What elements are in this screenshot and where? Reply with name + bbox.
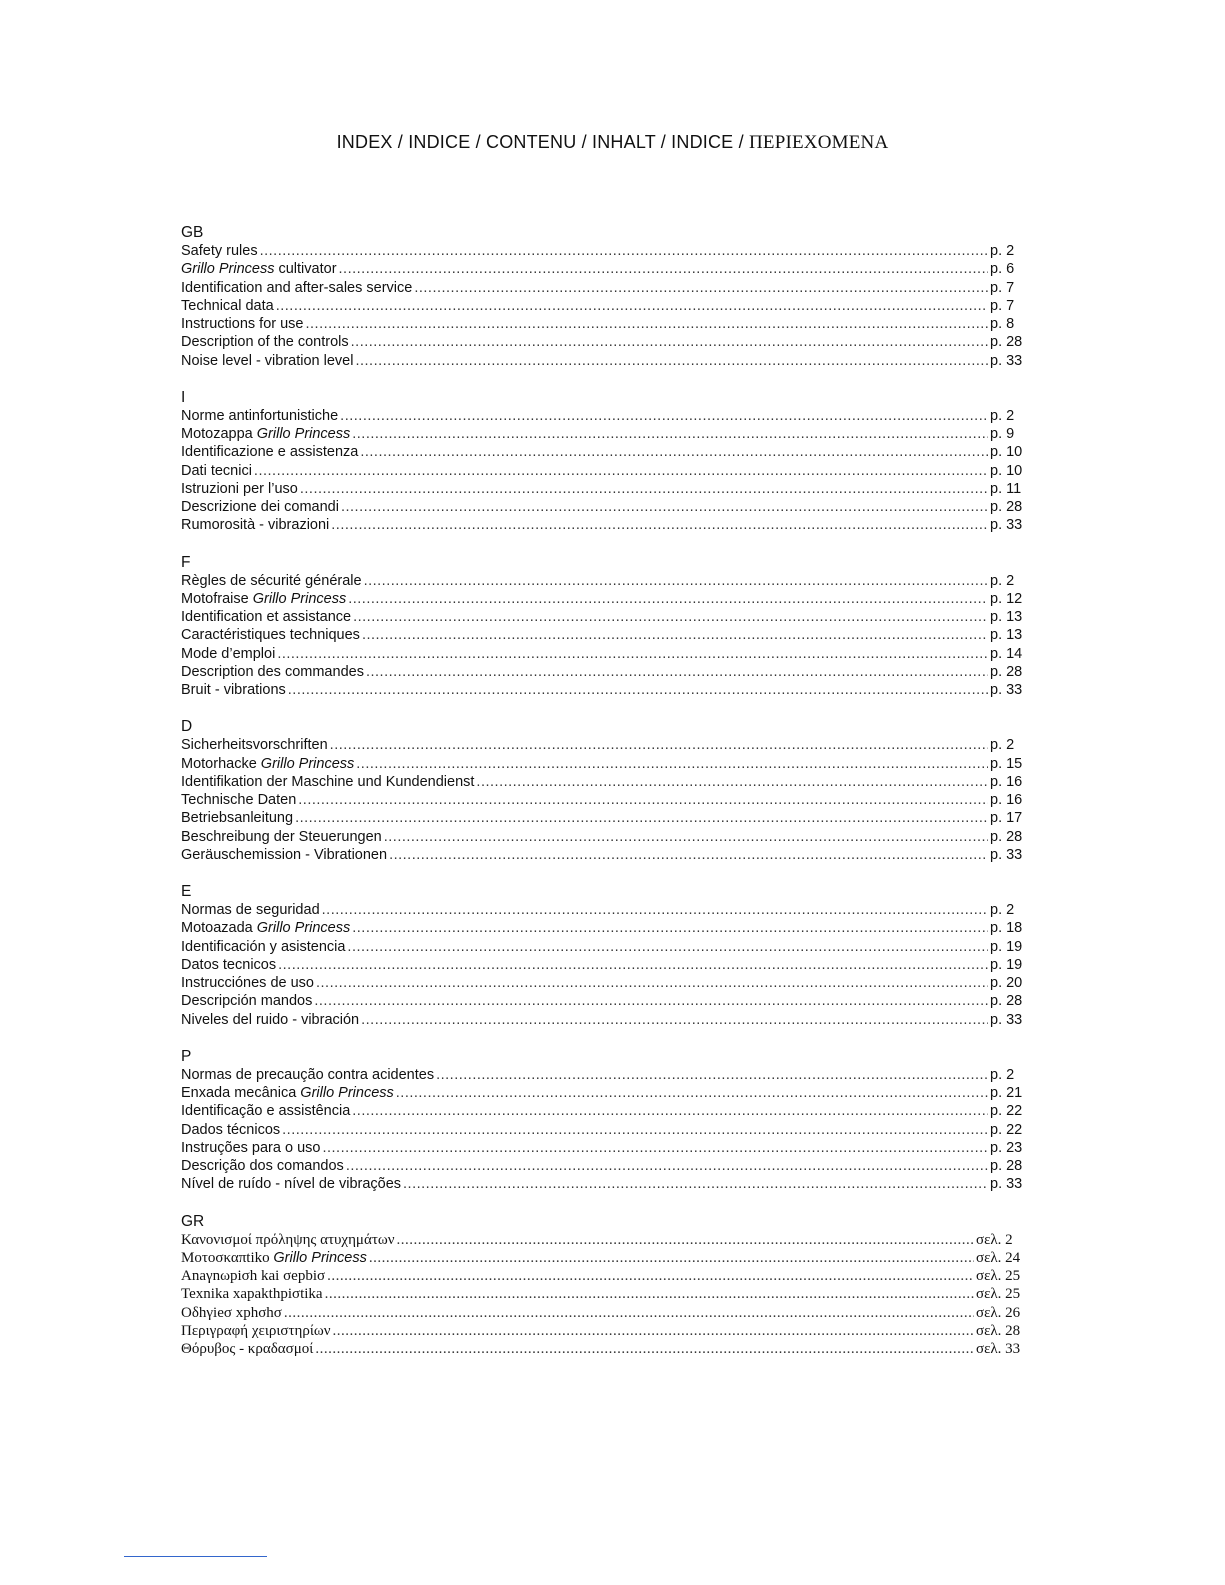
toc-entry-title (181, 956, 276, 974)
toc-entry[interactable] (181, 1066, 1028, 1084)
toc-entry[interactable] (181, 297, 1028, 315)
dot-leader (347, 938, 988, 956)
toc-entry[interactable] (181, 498, 1028, 516)
toc-entry-title-text: Motoazada (181, 920, 257, 937)
toc-entry-title (181, 974, 314, 992)
dot-leader (254, 462, 988, 480)
toc-entry-page-number: p. 28 (990, 334, 1023, 351)
toc-entry[interactable] (181, 480, 1028, 498)
section-language-code: D (181, 718, 193, 736)
toc-entry-title (181, 938, 345, 956)
toc-entry-title (181, 333, 349, 351)
toc-entry-page-number: p. 33 (990, 352, 1023, 369)
toc-entry-title-text: Identification et assistance (181, 609, 352, 625)
dot-leader (322, 901, 988, 919)
toc-section-p (181, 1047, 1028, 1194)
toc-entry[interactable] (181, 791, 1028, 809)
toc-entry-title-text: Descrição dos comandos (181, 1158, 344, 1174)
toc-entry-page-number: p. 7 (990, 279, 1015, 296)
section-language-code: P (181, 1047, 192, 1065)
toc-entry-title (181, 1139, 320, 1157)
toc-entry-title-text: Dados técnicos (181, 1121, 281, 1138)
toc-entry-title (181, 1175, 401, 1193)
toc-entry[interactable] (181, 974, 1028, 992)
toc-entry-page-number: σελ. 2 (976, 1231, 1013, 1248)
dot-leader (288, 681, 988, 699)
toc-entry[interactable] (181, 260, 1028, 278)
toc-entry-title-text: Istruzioni per l’uso (181, 480, 298, 497)
toc-entry-title (181, 992, 312, 1010)
dot-leader (403, 1175, 988, 1193)
toc-entry[interactable] (181, 1322, 1028, 1340)
toc-entry-title-text: Datos tecnicos (181, 956, 277, 973)
toc-entry-product-name: Grillo Princess (252, 590, 347, 607)
toc-entry-title (181, 1304, 282, 1322)
toc-entry-title-text: Rumorosità - vibrazioni (181, 517, 330, 534)
toc-entry-title (181, 608, 351, 626)
toc-entry-product-name: Grillo Princess (256, 920, 351, 937)
toc-section-d (181, 717, 1028, 864)
toc-entry-title-text: Nível de ruído - nível de vibrações (181, 1176, 402, 1193)
toc-entry-title (181, 572, 362, 590)
toc-entry-title-text: Instructions for use (181, 316, 304, 332)
toc-entry-title-text: Instrucciónes de uso (181, 975, 314, 991)
dot-leader (339, 260, 988, 278)
toc-entry-page-number: p. 19 (990, 956, 1023, 973)
toc-entry[interactable] (181, 572, 1028, 590)
toc-entry-page-number: p. 12 (990, 590, 1023, 607)
toc-entry-title (181, 279, 412, 297)
dot-leader (364, 572, 988, 590)
toc-entry-title (181, 480, 298, 498)
toc-entry-page-number: σελ. 28 (976, 1322, 1021, 1339)
toc-entry-title (181, 1084, 394, 1102)
toc-section-f (181, 553, 1028, 700)
toc-entry-title-text: Technische Daten (181, 792, 297, 808)
toc-entry-product-name: Grillo Princess (256, 426, 351, 442)
toc-entry-title-text: Motofraise (181, 590, 253, 607)
toc-entry-page-number: p. 18 (990, 920, 1023, 937)
toc-entry-page-number: p. 6 (990, 261, 1015, 278)
toc-entry-title-text: Dati tecnici (181, 462, 252, 479)
toc-entry-page-number: p. 2 (990, 407, 1015, 424)
toc-entry-title-text: Règles de sécurité générale (181, 572, 362, 589)
toc-entry-page-number: p. 33 (990, 1176, 1023, 1193)
toc-entry-title (181, 590, 346, 608)
toc-entry-title (181, 407, 338, 425)
toc-entry-page-number: p. 33 (990, 517, 1023, 534)
toc-entry-page-number: σελ. 26 (976, 1304, 1021, 1321)
toc-entry[interactable] (181, 809, 1028, 827)
dot-leader (476, 773, 988, 791)
toc-entry-title-text: Identificação e assistência (181, 1103, 351, 1120)
toc-entry-title (181, 755, 354, 773)
toc-entry[interactable] (181, 901, 1028, 919)
page-title-latin: INDEX / INDICE / CONTENU / INHALT / INDICE / (336, 132, 749, 152)
dot-leader (333, 1322, 974, 1340)
toc-entry-page-number: p. 16 (990, 773, 1023, 790)
dot-leader (361, 1011, 988, 1029)
toc-entry[interactable] (181, 242, 1028, 260)
toc-entry-title (181, 1011, 359, 1029)
toc-entry-title-text: Technical data (181, 297, 274, 314)
section-language-code: GR (181, 1212, 205, 1230)
dot-leader (306, 315, 989, 333)
toc-entry-page-number: p. 2 (990, 572, 1015, 589)
toc-entry-title (181, 1121, 280, 1139)
toc-entry-page-number: p. 7 (990, 297, 1015, 314)
toc-entry-title (181, 846, 387, 864)
section-language-code: I (181, 388, 186, 406)
toc-entry[interactable] (181, 443, 1028, 461)
toc-entry-page-number: p. 10 (990, 444, 1023, 461)
toc-entry-title-text: Instruções para o uso (181, 1139, 321, 1156)
toc-entry-title (181, 260, 337, 278)
toc-entry[interactable] (181, 1084, 1028, 1102)
dot-leader (369, 1249, 974, 1267)
toc-entry-page-number: p. 15 (990, 755, 1023, 772)
toc-entry-title-text: Motozappa (181, 426, 257, 442)
toc-entry-title (181, 773, 474, 791)
dot-leader (346, 1157, 988, 1175)
toc-entry-product-name: Grillo Princess (273, 1249, 367, 1266)
toc-entry-title-text: Normas de precaução contra acidentes (181, 1066, 435, 1083)
toc-section-e (181, 882, 1028, 1029)
toc-entry-title (181, 1285, 323, 1303)
toc-entry[interactable] (181, 279, 1028, 297)
dot-leader (276, 297, 988, 315)
dot-leader (384, 828, 988, 846)
dot-leader (330, 736, 988, 754)
dot-leader (284, 1304, 974, 1322)
toc-entry-title (181, 645, 275, 663)
toc-entry[interactable] (181, 462, 1028, 480)
toc-entry-title-text: Safety rules (181, 243, 258, 259)
page-title-greek: ΠΕΡΙΕΧΟΜΕΝΑ (748, 132, 889, 153)
toc-entry[interactable] (181, 1249, 1028, 1267)
toc-entry[interactable] (181, 590, 1028, 608)
toc-entry-page-number: p. 2 (990, 902, 1015, 918)
table-of-contents (181, 223, 1028, 1376)
toc-entry[interactable] (181, 516, 1028, 534)
toc-entry-title-suffix: cultivator (274, 261, 337, 278)
dot-leader (260, 242, 988, 260)
toc-entry-title-text: Normas de seguridad (181, 902, 320, 918)
toc-entry-title (181, 516, 329, 534)
dot-leader (341, 498, 988, 516)
dot-leader (366, 663, 988, 681)
toc-entry-title (181, 809, 293, 827)
dot-leader (278, 956, 988, 974)
toc-entry[interactable] (181, 1139, 1028, 1157)
toc-entry-title-text: Beschreibung der Steuerungen (181, 828, 382, 845)
dot-leader (282, 1121, 988, 1139)
toc-entry-title-text: Oδhγieσ xphσhσ (181, 1304, 282, 1321)
toc-entry-title (181, 1102, 350, 1120)
dot-leader (353, 608, 988, 626)
toc-entry-title-text: Identifikation der Maschine und Kundendienst (181, 773, 475, 790)
dot-leader (362, 626, 988, 644)
toc-entry-title-text: Mοτοσκαπtiko (181, 1249, 274, 1266)
toc-entry-page-number: p. 2 (990, 737, 1015, 754)
toc-entry-title-text: Description of the controls (181, 334, 349, 351)
toc-entry-title (181, 352, 353, 370)
dot-leader (352, 919, 988, 937)
page-title (0, 132, 1225, 154)
dot-leader (355, 352, 988, 370)
toc-entry-title (181, 901, 320, 919)
dot-leader (300, 480, 988, 498)
toc-entry-title-text: Θόρυβος - κραδασμοί (181, 1341, 314, 1357)
dot-leader (436, 1066, 988, 1084)
toc-entry[interactable] (181, 645, 1028, 663)
toc-entry-title-text: Motorhacke (181, 755, 261, 772)
dot-leader (351, 333, 988, 351)
toc-entry-page-number: p. 13 (990, 627, 1023, 644)
toc-entry-title (181, 425, 350, 443)
toc-entry-title-text: Texnika xapakthpiσtika (181, 1286, 323, 1303)
toc-entry[interactable] (181, 992, 1028, 1010)
dot-leader (352, 425, 988, 443)
toc-entry[interactable] (181, 626, 1028, 644)
toc-section-gr (181, 1212, 1028, 1359)
toc-entry[interactable] (181, 1157, 1028, 1175)
dot-leader (396, 1084, 988, 1102)
toc-entry-page-number: p. 33 (990, 1011, 1023, 1028)
toc-entry-page-number: p. 22 (990, 1121, 1023, 1138)
toc-entry[interactable] (181, 1304, 1028, 1322)
toc-entry-page-number: p. 28 (990, 1158, 1023, 1174)
toc-entry[interactable] (181, 1267, 1028, 1285)
dot-leader (397, 1231, 974, 1249)
toc-entry-title (181, 1157, 344, 1175)
toc-entry-page-number: σελ. 33 (976, 1341, 1021, 1357)
toc-entry[interactable] (181, 407, 1028, 425)
dot-leader (295, 809, 988, 827)
footer-divider (124, 1556, 267, 1557)
toc-entry[interactable] (181, 919, 1028, 937)
dot-leader (322, 1139, 988, 1157)
toc-entry-title (181, 1231, 395, 1249)
toc-entry-title (181, 681, 286, 699)
toc-entry-page-number: p. 28 (990, 499, 1023, 515)
toc-entry-product-name: Grillo Princess (181, 261, 275, 278)
toc-entry-title (181, 626, 360, 644)
toc-entry-title (181, 242, 258, 260)
toc-entry-title (181, 828, 382, 846)
toc-entry-page-number: p. 17 (990, 810, 1023, 827)
toc-entry-title-text: Description des commandes (181, 663, 364, 680)
toc-entry-title-text: Caractéristiques techniques (181, 627, 360, 644)
toc-entry[interactable] (181, 333, 1028, 351)
toc-entry-title-text: Descripción mandos (181, 993, 313, 1010)
toc-entry[interactable] (181, 681, 1028, 699)
dot-leader (314, 992, 988, 1010)
toc-entry-page-number: p. 2 (990, 243, 1015, 259)
toc-entry[interactable] (181, 352, 1028, 370)
section-language-code: F (181, 553, 191, 571)
dot-leader (331, 516, 988, 534)
toc-entry-page-number: p. 22 (990, 1103, 1023, 1120)
toc-entry-page-number: σελ. 25 (976, 1286, 1021, 1303)
toc-entry-title (181, 443, 358, 461)
dot-leader (327, 1267, 974, 1285)
toc-entry-title (181, 663, 364, 681)
toc-entry-title-text: Identificación y asistencia (181, 938, 346, 955)
toc-entry[interactable] (181, 1121, 1028, 1139)
toc-entry[interactable] (181, 773, 1028, 791)
toc-entry-title (181, 1249, 367, 1267)
toc-entry-product-name: Grillo Princess (260, 755, 355, 772)
dot-leader (316, 974, 988, 992)
toc-entry-page-number: p. 10 (990, 462, 1023, 479)
section-language-code: E (181, 883, 192, 900)
toc-entry-title-text: Norme antinfortunistiche (181, 407, 339, 424)
toc-entry[interactable] (181, 938, 1028, 956)
toc-entry-page-number: p. 21 (990, 1085, 1023, 1101)
toc-entry-page-number: p. 2 (990, 1066, 1015, 1083)
toc-entry-title (181, 1340, 313, 1358)
dot-leader (340, 407, 988, 425)
toc-entry-title-text: Identificazione e assistenza (181, 444, 359, 461)
toc-entry-title-text: Bruit - vibrations (181, 682, 286, 698)
toc-entry-title (181, 736, 328, 754)
dot-leader (315, 1340, 974, 1358)
dot-leader (360, 443, 988, 461)
dot-leader (352, 1102, 988, 1120)
toc-entry-title (181, 498, 339, 516)
toc-entry-page-number: σελ. 25 (976, 1268, 1021, 1284)
toc-entry-page-number: σελ. 24 (976, 1249, 1021, 1266)
toc-entry-title-text: Noise level - vibration level (181, 352, 354, 369)
toc-entry-title-text: Betriebsanleitung (181, 810, 294, 827)
toc-entry-title-text: Enxada mecânica (181, 1085, 301, 1101)
toc-entry[interactable] (181, 1102, 1028, 1120)
toc-entry[interactable] (181, 1011, 1028, 1029)
toc-entry[interactable] (181, 956, 1028, 974)
toc-entry-page-number: p. 28 (990, 828, 1023, 845)
toc-entry-title-text: Mode d’emploi (181, 645, 276, 662)
toc-entry-page-number: p. 11 (990, 480, 1022, 497)
dot-leader (414, 279, 988, 297)
toc-entry[interactable] (181, 1285, 1028, 1303)
toc-entry-page-number: p. 8 (990, 316, 1015, 332)
toc-entry-title-text: Κανονισμοί πρόληψης ατυχημάτων (181, 1231, 395, 1248)
toc-entry[interactable] (181, 425, 1028, 443)
toc-entry[interactable] (181, 755, 1028, 773)
dot-leader (356, 755, 988, 773)
toc-entry-title-text: Sicherheitsvorschriften (181, 737, 328, 754)
toc-entry-title-text: Niveles del ruido - vibración (181, 1011, 360, 1028)
toc-entry-product-name: Grillo Princess (300, 1085, 394, 1101)
toc-entry[interactable] (181, 1340, 1028, 1358)
toc-entry-title-text: Geräuschemission - Vibrationen (181, 846, 388, 863)
toc-entry-page-number: p. 33 (990, 846, 1023, 863)
toc-entry[interactable] (181, 1175, 1028, 1193)
toc-entry-title-text: Περιγραφή χειριστηρίων (181, 1322, 331, 1339)
toc-entry-title-text: Descrizione dei comandi (181, 499, 339, 515)
toc-entry-page-number: p. 20 (990, 975, 1023, 991)
toc-entry-page-number: p. 9 (990, 426, 1015, 442)
toc-entry-page-number: p. 33 (990, 682, 1023, 698)
toc-section-gb (181, 223, 1028, 370)
dot-leader (298, 791, 988, 809)
toc-entry-title-text: Anaγnωpiσh kai σepbiσ (181, 1268, 326, 1284)
toc-entry-title (181, 297, 274, 315)
toc-entry-title (181, 919, 350, 937)
toc-entry-title (181, 1267, 325, 1285)
toc-entry-page-number: p. 28 (990, 663, 1023, 680)
dot-leader (277, 645, 988, 663)
toc-entry-title (181, 1322, 331, 1340)
toc-entry-page-number: p. 13 (990, 609, 1023, 625)
toc-entry[interactable] (181, 608, 1028, 626)
section-language-code: GB (181, 224, 204, 241)
toc-entry[interactable] (181, 828, 1028, 846)
toc-entry-page-number: p. 16 (990, 792, 1023, 808)
toc-entry[interactable] (181, 846, 1028, 864)
toc-entry-title (181, 315, 304, 333)
dot-leader (389, 846, 988, 864)
toc-entry[interactable] (181, 736, 1028, 754)
toc-entry-page-number: p. 23 (990, 1139, 1023, 1156)
toc-entry-title (181, 1066, 434, 1084)
toc-entry-page-number: p. 14 (990, 645, 1023, 662)
toc-entry[interactable] (181, 1231, 1028, 1249)
toc-entry[interactable] (181, 663, 1028, 681)
toc-entry-page-number: p. 19 (990, 938, 1023, 955)
toc-section-i (181, 388, 1028, 535)
toc-entry-title (181, 791, 296, 809)
toc-entry-title (181, 462, 252, 480)
toc-entry[interactable] (181, 315, 1028, 333)
dot-leader (348, 590, 988, 608)
dot-leader (325, 1285, 974, 1303)
toc-entry-title-text: Identification and after-sales service (181, 279, 413, 296)
toc-entry-page-number: p. 28 (990, 993, 1023, 1010)
